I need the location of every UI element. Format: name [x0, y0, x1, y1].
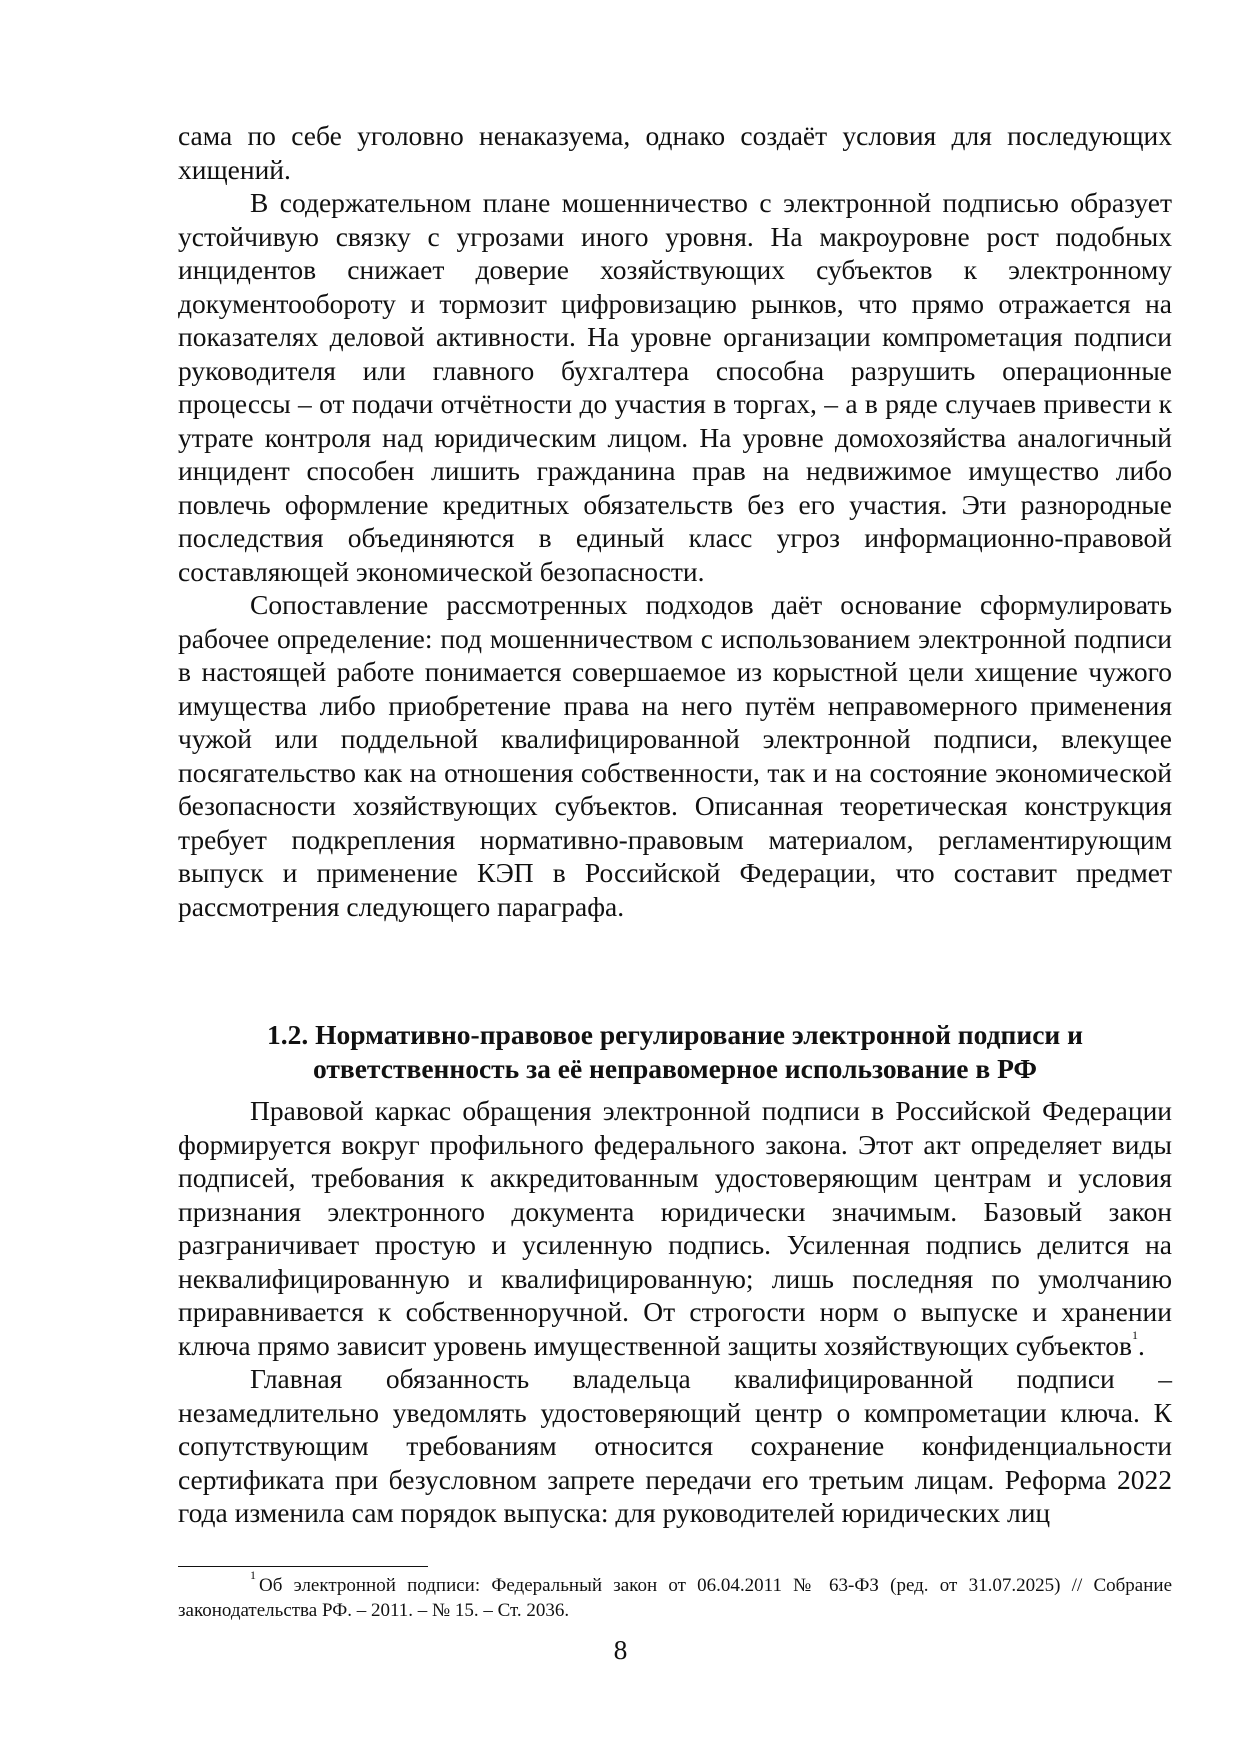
footnote-number: 1	[250, 1568, 256, 1582]
paragraph-legal-framework-end: .	[1138, 1329, 1145, 1361]
page-number: 8	[613, 1634, 628, 1665]
section-text	[178, 1094, 1172, 1530]
paragraph-threat-levels: В содержательном плане мошенничество с электронной подписью образует устойчивую связку с угрозами иного уровня. На макроуровне рост подобных инцидентов снижает доверие хозяйствующих субъектов к электронному документообороту и тормозит цифровизацию рынков, что прямо отражается на показателях деловой активности. На уровне организации компрометация подписи руководителя или главного бухгалтера способна разрушить операционные процессы – от подачи отчётности до участия в торгах, – а в ряде случаев привести к утрате контроля над юридическим лицом. На уровне домохозяйства аналогичный инцидент способен лишить гражданина прав на недвижимое имущество либо повлечь оформление кредитных обязательств без его участия. Эти разнородные последствия объединяются в единый класс угроз информационно-правовой составляющей экономической безопасности.	[178, 187, 1172, 587]
paragraph-legal-framework-text: Правовой каркас обращения электронной подписи в Российской Федерации формируется вокруг профильного федерального закона. Этот акт определяет виды подписей, требования к аккредитованным удостоверяющим центрам и условия признания электронного документа юридически значимым. Базовый закон разграничивает простую и усиленную подпись. Усиленная подпись делится на неквалифицированную и квалифицированную; лишь последняя по умолчанию приравнивается к собственноручной. От строгости норм о выпуске и хранении ключа прямо зависит уровень имущественной защиты хозяйствующих субъектов	[178, 1095, 1172, 1361]
section-heading	[178, 1018, 1172, 1085]
section-heading-line-1: 1.2. Нормативно-правовое регулирование электронной подписи и	[267, 1019, 1083, 1050]
paragraph-owner-obligations: Главная обязанность владельца квалифицированной подписи – незамедлительно уведомлять удостоверяющий центр о компрометации ключа. К сопутствующим требованиям относится сохранение конфиденциальности сертификата при безусловном запрете передачи его третьим лицам. Реформа 2022 года изменила сам порядок выпуска: для руководителей юридических лиц	[178, 1363, 1172, 1528]
footnote-text: Об электронной подписи: Федеральный закон от 06.04.2011 № 63-ФЗ (ред. от 31.07.2025) // Собрание законодательства РФ. – 2011. – № 15. – Ст. 2036.	[178, 1575, 1172, 1621]
paragraph-legal-framework	[178, 1094, 1172, 1362]
section-heading-line-2: ответственность за её неправомерное использование в РФ	[312, 1052, 1038, 1084]
footnote-reference[interactable]: 1	[1132, 1327, 1139, 1342]
paragraph-continuation: сама по себе уголовно ненаказуема, однако создаёт условия для последующих хищений.	[178, 120, 1172, 185]
footnote-divider	[178, 1566, 428, 1567]
intro-text	[178, 119, 1172, 923]
paragraph-working-definition: Сопоставление рассмотренных подходов даёт основание сформулировать рабочее определение: под мошенничеством с использованием электронной подписи в настоящей работе понимается совершаемое из корыстной цели хищение чужого имущества либо приобретение права на него путём неправомерного применения чужой или поддельной квалифицированной электронной подписи, влекущее посягательство как на отношения собственности, так и на состояние экономической безопасности хозяйствующих субъектов. Описанная теоретическая конструкция требует подкрепления нормативно-правовым материалом, регламентирующим выпуск и применение КЭП в Российской Федерации, что составит предмет рассмотрения следующего параграфа.	[178, 589, 1172, 922]
footnote	[178, 1568, 1172, 1623]
